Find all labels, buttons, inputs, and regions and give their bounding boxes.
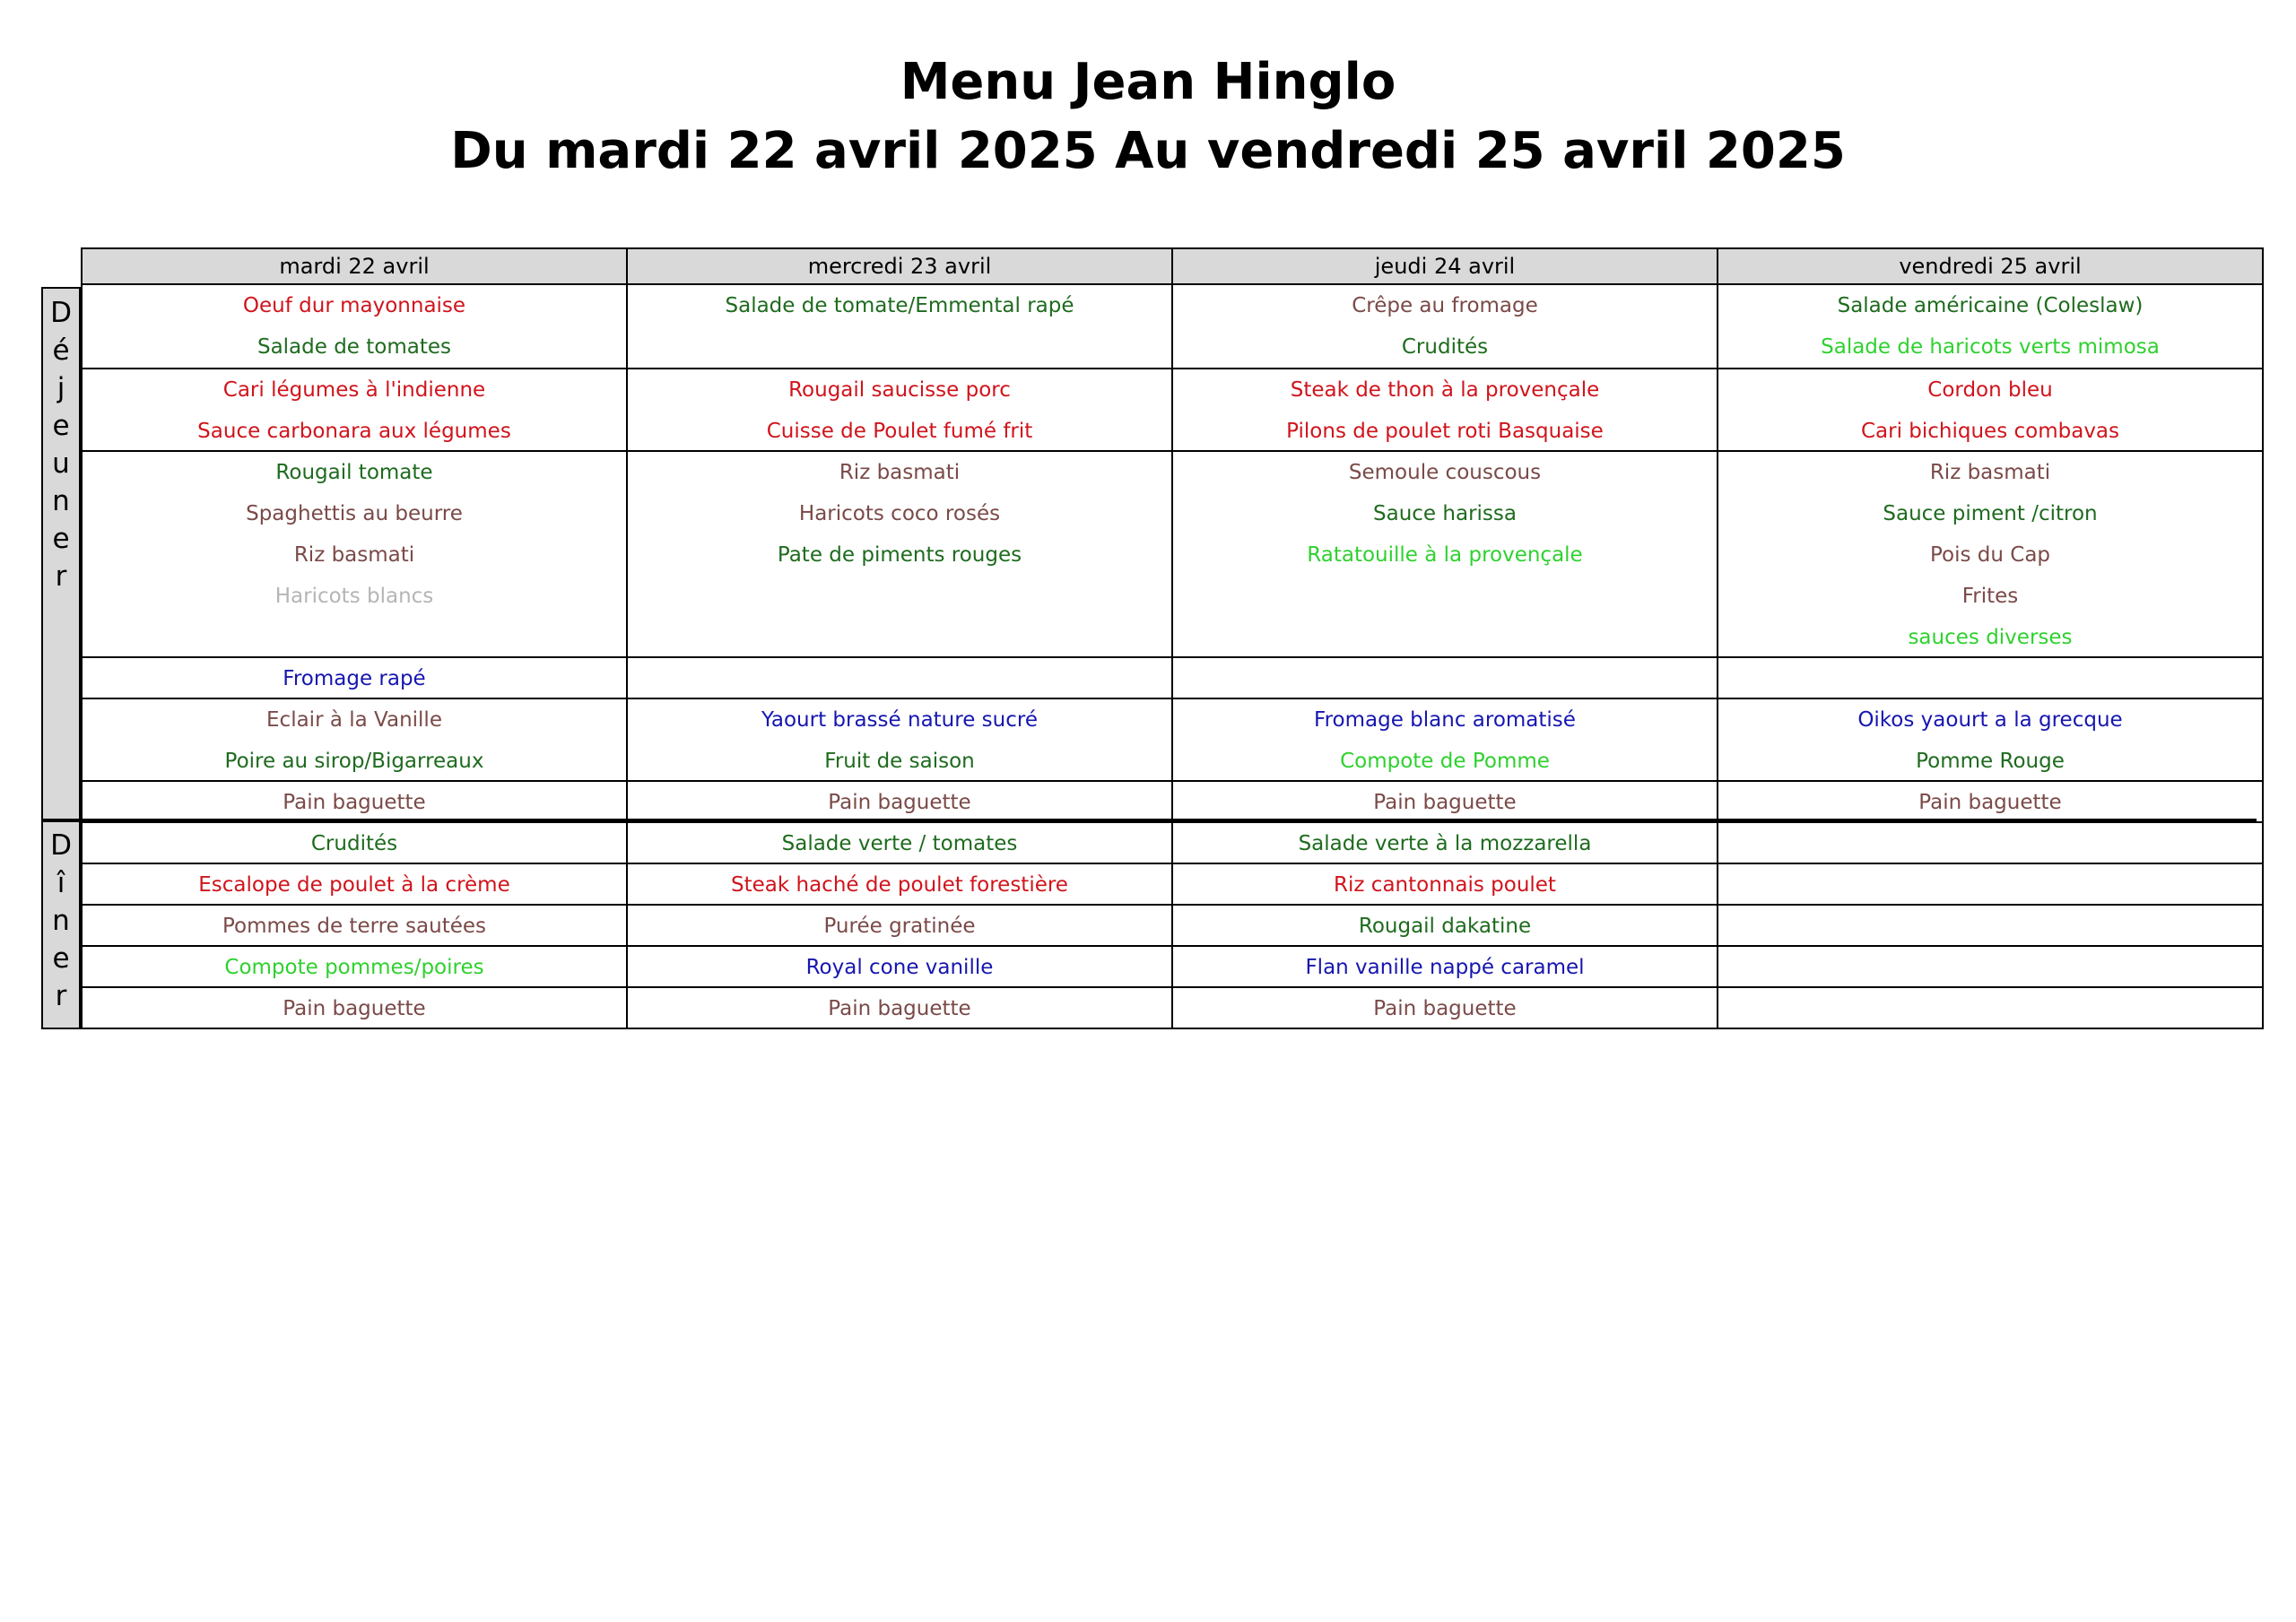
dejeuner-accompagnements-cell bbox=[1717, 450, 2264, 658]
menu-item: Fruit de saison bbox=[824, 750, 975, 773]
menu-item: Purée gratinée bbox=[823, 915, 976, 938]
dejeuner-accompagnements-cell bbox=[626, 450, 1173, 658]
menu-item: Oikos yaourt a la grecque bbox=[1857, 708, 2123, 732]
dejeuner-entrees-cell bbox=[1171, 283, 1718, 369]
diner-row-2-cell bbox=[1717, 863, 2264, 906]
diner-row-2-cell bbox=[81, 863, 628, 906]
dejeuner-plats-cell bbox=[81, 368, 628, 454]
dejeuner-laitage-cell bbox=[1717, 656, 2264, 701]
diner-row-2-cell bbox=[626, 863, 1173, 906]
section-letter: j bbox=[57, 372, 65, 404]
menu-item: Ratatouille à la provençale bbox=[1307, 543, 1583, 567]
menu-item: Pain baguette bbox=[1373, 791, 1517, 814]
menu-item: Salade verte / tomates bbox=[781, 832, 1018, 855]
day-header-2: mercredi 23 avril bbox=[626, 247, 1173, 285]
menu-item: Crudités bbox=[1401, 335, 1489, 359]
diner-row-1-cell bbox=[626, 821, 1173, 864]
menu-item: Riz basmati bbox=[839, 461, 961, 484]
menu-item: Steak de thon à la provençale bbox=[1290, 378, 1600, 402]
page-subtitle: Du mardi 22 avril 2025 Au vendredi 25 avril 2025 bbox=[450, 122, 1846, 180]
dejeuner-laitage-cell bbox=[1171, 656, 1718, 701]
page-title: Menu Jean Hinglo bbox=[900, 53, 1396, 111]
section-divider bbox=[41, 819, 2257, 822]
dejeuner-desserts-cell bbox=[1171, 698, 1718, 784]
diner-row-3-cell bbox=[1717, 904, 2264, 947]
menu-item: Rougail dakatine bbox=[1358, 915, 1532, 938]
dejeuner-accompagnements-cell bbox=[81, 450, 628, 658]
diner-row-1-cell bbox=[1171, 821, 1718, 864]
menu-item: Pilons de poulet roti Basquaise bbox=[1286, 420, 1604, 443]
dejeuner-laitage-cell bbox=[81, 656, 628, 701]
menu-item bbox=[1718, 947, 2262, 988]
menu-item: Crudités bbox=[310, 832, 398, 855]
diner-label bbox=[41, 820, 81, 1029]
day-header-1: mardi 22 avril bbox=[81, 247, 628, 285]
dejeuner-desserts-cell bbox=[626, 698, 1173, 784]
section-letter: e bbox=[52, 523, 70, 555]
menu-item: Riz basmati bbox=[1929, 461, 2051, 484]
menu-item: Oeuf dur mayonnaise bbox=[242, 294, 466, 317]
menu-item bbox=[1718, 823, 2262, 864]
dejeuner-pain-cell bbox=[81, 780, 628, 823]
menu-item: Pomme Rouge bbox=[1916, 750, 2065, 773]
menu-item: Pain baguette bbox=[828, 791, 971, 814]
diner-row-3-cell bbox=[626, 904, 1173, 947]
diner-row-1-cell bbox=[81, 821, 628, 864]
diner-row-5-cell bbox=[1717, 986, 2264, 1029]
dejeuner-plats-cell bbox=[626, 368, 1173, 454]
menu-item: Cari bichiques combavas bbox=[1860, 420, 2120, 443]
dejeuner-entrees-cell bbox=[1717, 283, 2264, 369]
dejeuner-entrees-cell bbox=[626, 283, 1173, 369]
section-letter: n bbox=[52, 485, 70, 517]
menu-item: Spaghettis au beurre bbox=[246, 502, 463, 525]
menu-item: Compote de Pomme bbox=[1340, 750, 1550, 773]
dejeuner-desserts-cell bbox=[81, 698, 628, 784]
section-letter: é bbox=[52, 334, 70, 367]
day-header-3: jeudi 24 avril bbox=[1171, 247, 1718, 285]
dejeuner-laitage-cell bbox=[626, 656, 1173, 701]
menu-item bbox=[1718, 988, 2262, 1029]
diner-row-1-cell bbox=[1717, 821, 2264, 864]
menu-item: Salade verte à la mozzarella bbox=[1298, 832, 1592, 855]
diner-row-4-cell bbox=[1717, 945, 2264, 988]
menu-item: Poire au sirop/Bigarreaux bbox=[224, 750, 484, 773]
diner-row-3-cell bbox=[81, 904, 628, 947]
menu-item: Fromage blanc aromatisé bbox=[1314, 708, 1576, 732]
menu-item: Semoule couscous bbox=[1348, 461, 1542, 484]
dejeuner-label bbox=[41, 287, 81, 821]
section-letter: D bbox=[50, 297, 72, 329]
menu-item: Sauce carbonara aux légumes bbox=[197, 420, 511, 443]
section-letter: n bbox=[52, 905, 70, 937]
menu-item: Cordon bleu bbox=[1927, 378, 2053, 402]
menu-item: Pate de piments rouges bbox=[777, 543, 1022, 567]
menu-item: Flan vanille nappé caramel bbox=[1305, 956, 1585, 979]
menu-item: Compote pommes/poires bbox=[224, 956, 484, 979]
menu-item: Eclair à la Vanille bbox=[266, 708, 442, 732]
menu-item: Salade de tomate/Emmental rapé bbox=[725, 294, 1074, 317]
dejeuner-pain-cell bbox=[1717, 780, 2264, 823]
menu-item: Salade de tomates bbox=[257, 335, 452, 359]
menu-item: Sauce piment /citron bbox=[1883, 502, 2098, 525]
menu-item: Frites bbox=[1961, 585, 2019, 608]
menu-item: Riz basmati bbox=[293, 543, 415, 567]
section-letter: r bbox=[55, 560, 67, 593]
menu-item: Haricots blancs bbox=[274, 585, 434, 608]
menu-item: Salade de haricots verts mimosa bbox=[1821, 335, 2160, 359]
menu-item: Royal cone vanille bbox=[805, 956, 994, 979]
menu-item bbox=[1718, 906, 2262, 947]
menu-item: Pommes de terre sautées bbox=[222, 915, 487, 938]
menu-item: Fromage rapé bbox=[283, 667, 426, 690]
menu-item: Pain baguette bbox=[283, 791, 426, 814]
section-letter: D bbox=[50, 829, 72, 862]
day-header-4: vendredi 25 avril bbox=[1717, 247, 2264, 285]
section-letter: u bbox=[52, 447, 70, 480]
menu-item: Steak haché de poulet forestière bbox=[731, 873, 1068, 897]
dejeuner-pain-cell bbox=[626, 780, 1173, 823]
dejeuner-entrees-cell bbox=[81, 283, 628, 369]
section-letter: î bbox=[57, 867, 65, 899]
menu-item: Rougail tomate bbox=[275, 461, 433, 484]
dejeuner-desserts-cell bbox=[1717, 698, 2264, 784]
menu-item: Haricots coco rosés bbox=[798, 502, 1001, 525]
menu-item: Pois du Cap bbox=[1929, 543, 2051, 567]
diner-row-5-cell bbox=[626, 986, 1173, 1029]
dejeuner-accompagnements-cell bbox=[1171, 450, 1718, 658]
diner-row-2-cell bbox=[1171, 863, 1718, 906]
section-letter: e bbox=[52, 942, 70, 975]
diner-row-4-cell bbox=[626, 945, 1173, 988]
menu-item: Salade américaine (Coleslaw) bbox=[1837, 294, 2144, 317]
section-letter: e bbox=[52, 410, 70, 442]
dejeuner-plats-cell bbox=[1171, 368, 1718, 454]
diner-row-5-cell bbox=[81, 986, 628, 1029]
menu-item: Crêpe au fromage bbox=[1352, 294, 1538, 317]
menu-item: Pain baguette bbox=[828, 997, 971, 1020]
menu-item: Escalope de poulet à la crème bbox=[198, 873, 510, 897]
menu-item bbox=[1718, 864, 2262, 906]
diner-row-3-cell bbox=[1171, 904, 1718, 947]
diner-row-4-cell bbox=[81, 945, 628, 988]
menu-item: Pain baguette bbox=[283, 997, 426, 1020]
menu-item: Riz cantonnais poulet bbox=[1334, 873, 1556, 897]
menu-item: sauces diverses bbox=[1908, 626, 2073, 649]
dejeuner-plats-cell bbox=[1717, 368, 2264, 454]
diner-row-4-cell bbox=[1171, 945, 1718, 988]
menu-item: Cuisse de Poulet fumé frit bbox=[766, 420, 1033, 443]
menu-item: Cari légumes à l'indienne bbox=[222, 378, 486, 402]
dejeuner-pain-cell bbox=[1171, 780, 1718, 823]
menu-item: Yaourt brassé nature sucré bbox=[761, 708, 1038, 732]
menu-item: Pain baguette bbox=[1373, 997, 1517, 1020]
section-letter: r bbox=[55, 980, 67, 1012]
menu-item: Sauce harissa bbox=[1373, 502, 1517, 525]
diner-row-5-cell bbox=[1171, 986, 1718, 1029]
menu-item: Rougail saucisse porc bbox=[788, 378, 1011, 402]
menu-item: Pain baguette bbox=[1918, 791, 2062, 814]
